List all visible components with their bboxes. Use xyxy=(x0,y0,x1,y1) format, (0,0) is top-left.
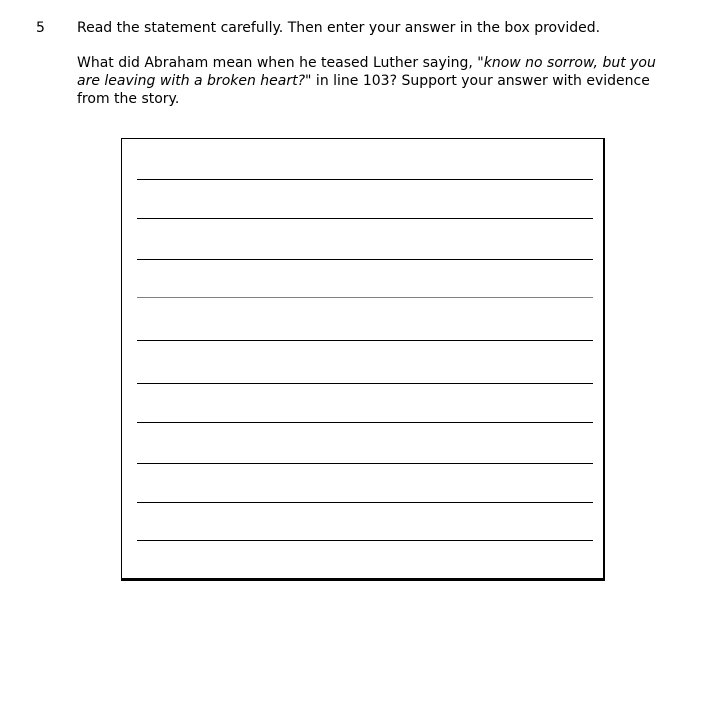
prompt-text-before: What did Abraham mean when he teased Luther saying, " xyxy=(77,55,484,71)
prompt-text-after: in line 103? Support your answer with evidence from the story. xyxy=(77,73,650,107)
answer-line xyxy=(137,259,593,260)
answer-line xyxy=(137,297,593,298)
answer-line xyxy=(137,502,593,503)
question-body xyxy=(77,19,677,108)
answer-line xyxy=(137,179,593,180)
answer-line xyxy=(137,463,593,464)
answer-line xyxy=(137,383,593,384)
question-number: 5 xyxy=(36,20,45,36)
question-instruction: Read the statement carefully. Then enter your answer in the box provided. xyxy=(77,20,601,36)
answer-line xyxy=(137,340,593,341)
answer-line xyxy=(137,422,593,423)
answer-line xyxy=(137,218,593,219)
answer-box[interactable] xyxy=(121,138,605,581)
answer-line xyxy=(137,540,593,541)
prompt-quote: know no sorrow, but you are leaving with a broken heart?" xyxy=(77,55,656,89)
question-prompt xyxy=(77,54,657,108)
